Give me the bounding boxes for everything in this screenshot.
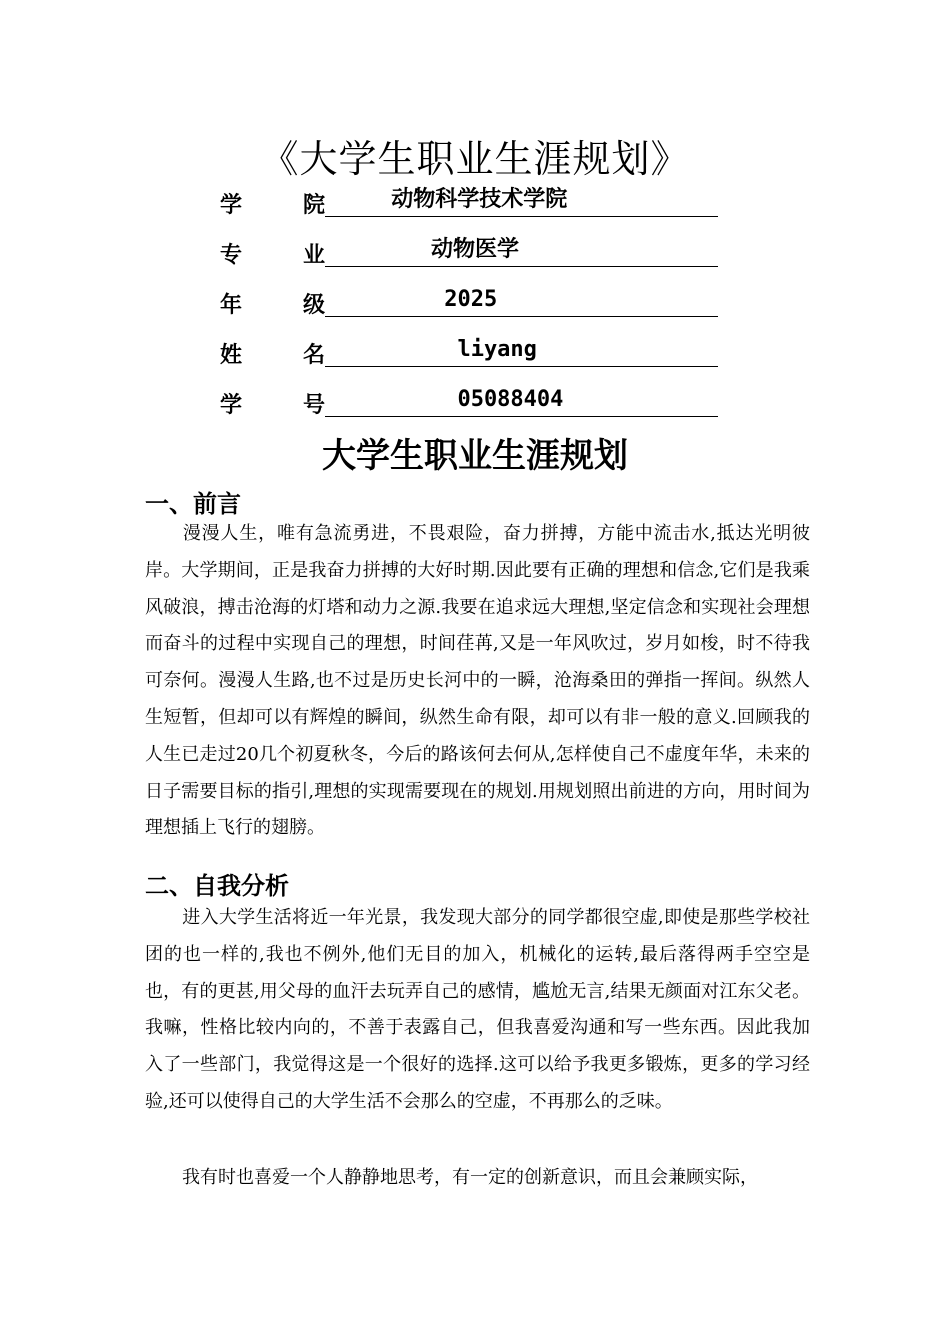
student-id-value: 05088404 <box>325 386 718 417</box>
paragraph <box>145 516 810 847</box>
paragraph <box>145 900 810 1121</box>
paragraph <box>145 1160 810 1197</box>
info-label <box>220 388 325 419</box>
section-heading-self-analysis: 二、自我分析 <box>145 872 289 900</box>
label-char: 学 <box>220 393 243 418</box>
info-label <box>220 188 325 219</box>
label-char: 名 <box>302 343 325 368</box>
label-char: 年 <box>220 293 243 318</box>
label-char: 学 <box>220 193 243 218</box>
info-row-student-id <box>220 382 720 422</box>
info-row-name <box>220 332 720 372</box>
info-label <box>220 288 325 319</box>
major-value: 动物医学 <box>325 236 718 267</box>
name-value: liyang <box>325 336 718 367</box>
label-char: 院 <box>302 193 325 218</box>
label-char: 业 <box>302 243 325 268</box>
document-title: 大学生职业生涯规划 <box>322 436 628 476</box>
info-row-major <box>220 232 720 272</box>
label-char: 号 <box>302 393 325 418</box>
paragraph-text: 漫漫人生，唯有急流勇进，不畏艰险，奋力拼搏，方能中流击水,抵达光明彼岸。大学期间，正是我奋力拼搏的大好时期.因此要有正确的理想和信念,它们是我乘风破浪，搏击沧海的灯塔和动力之源.我要在追求远大理想,坚定信念和实现社会理想而奋斗的过程中实现自己的理想，时间荏苒,又是一年风吹过，岁月如梭，时不待我可奈何。漫漫人生路,也不过是历史长河中的一瞬，沧海桑田的弹指一挥间。纵然人生短暂，但却可以有辉煌的瞬间，纵然生命有限，却可以有非一般的意义.回顾我的人生已走过20几个初夏秋冬，今后的路该何去何从,怎样使自己不虚度年华，未来的日子需要目标的指引,理想的实现需要现在的规划.用规划照出前进的方向，用时间为理想插上飞行的翅膀。 <box>145 523 810 839</box>
info-label <box>220 338 325 369</box>
college-value: 动物科学技术学院 <box>325 186 718 217</box>
info-row-grade <box>220 282 720 322</box>
paragraph-text: 我有时也喜爱一个人静静地思考，有一定的创新意识，而且会兼顾实际， <box>182 1167 758 1188</box>
grade-value: 2025 <box>325 286 718 317</box>
info-row-college <box>220 182 720 222</box>
info-label <box>220 238 325 269</box>
paragraph-text: 进入大学生活将近一年光景，我发现大部分的同学都很空虚,即使是那些学校社团的也一样的,我也不例外,他们无目的加入，机械化的运转,最后落得两手空空是也，有的更甚,用父母的血汗去玩弄自己的感情，尴尬无言,结果无颜面对江东父老。我嘛，性格比较内向的，不善于表露自己，但我喜爱沟通和写一些东西。因此我加入了一些部门，我觉得这是一个很好的选择.这可以给予我更多锻炼，更多的学习经验,还可以使得自己的大学生活不会那么的空虚，不再那么的乏味。 <box>145 907 810 1112</box>
label-char: 姓 <box>220 343 243 368</box>
label-char: 级 <box>302 293 325 318</box>
label-char: 专 <box>220 243 243 268</box>
section-heading-preface: 一、前言 <box>145 490 241 518</box>
cover-title: 《大学生职业生涯规划》 <box>260 137 690 181</box>
